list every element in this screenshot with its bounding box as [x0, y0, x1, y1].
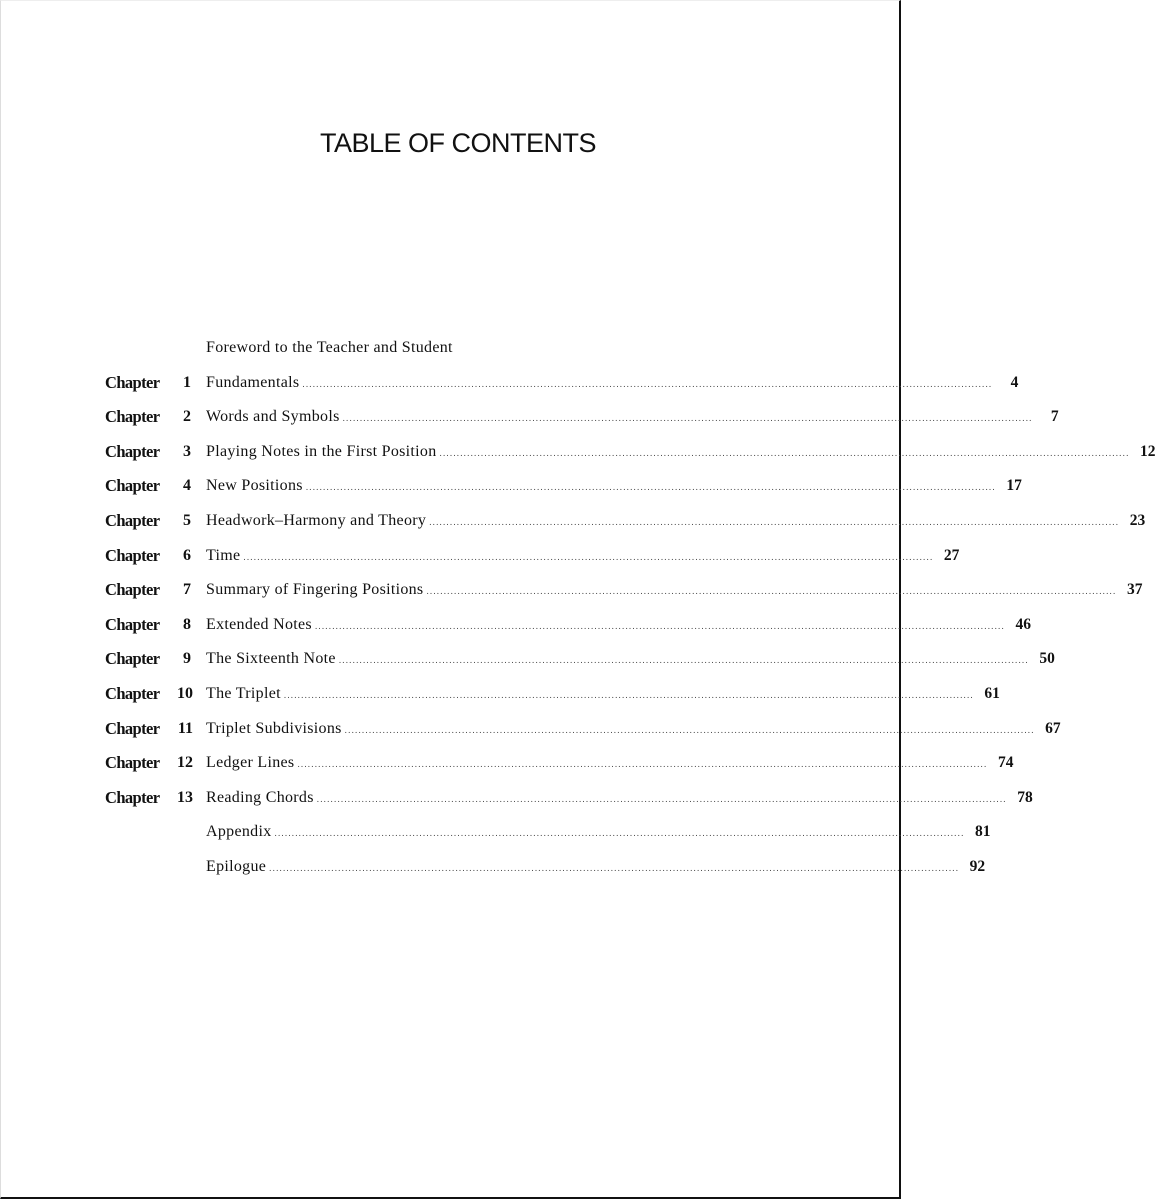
appendix-title: Appendix: [206, 823, 272, 841]
chapter-label: Chapter: [105, 407, 160, 427]
toc-chapter-row[interactable]: [105, 578, 1143, 613]
dot-leader: ........................................................................................................................................................................................................: [243, 551, 934, 562]
dot-leader: ........................................................................................................................................................................................................: [269, 862, 960, 873]
chapter-title: Extended Notes: [206, 615, 312, 633]
chapter-title: Time: [206, 546, 241, 564]
toc-chapter-row[interactable]: [105, 682, 1000, 717]
chapter-number: 9: [183, 650, 191, 668]
chapter-label: Chapter: [105, 614, 160, 634]
chapter-label: Chapter: [105, 580, 160, 600]
chapter-title: Words and Symbols: [206, 408, 340, 426]
chapter-number: 13: [177, 788, 193, 806]
chapter-title: The Triplet: [206, 684, 281, 702]
dot-leader: ........................................................................................................................................................................................................: [439, 447, 1130, 458]
dot-leader: ........................................................................................................................................................................................................: [274, 828, 965, 839]
chapter-number: 5: [183, 511, 191, 529]
toc-foreword-row: [105, 336, 805, 371]
chapter-title: The Sixteenth Note: [206, 650, 336, 668]
chapter-title: Reading Chords: [206, 788, 314, 806]
chapter-number: 10: [177, 684, 193, 702]
chapter-label: Chapter: [105, 753, 160, 773]
toc-appendix-row[interactable]: [105, 820, 991, 855]
page-number: 27: [943, 546, 960, 564]
toc-list: [105, 336, 1156, 890]
toc-chapter-row[interactable]: [105, 474, 1022, 509]
chapter-label: Chapter: [105, 787, 160, 807]
page-title: TABLE OF CONTENTS: [319, 128, 597, 158]
toc-chapter-row[interactable]: [105, 509, 1146, 544]
toc-chapter-row[interactable]: [105, 440, 1156, 475]
chapter-label: Chapter: [105, 683, 160, 703]
page-number: 67: [1045, 719, 1061, 737]
page-number: 46: [1015, 615, 1031, 633]
page-number: 81: [975, 823, 991, 841]
page-number: 92: [969, 857, 986, 875]
chapter-label: Chapter: [105, 476, 160, 496]
dot-leader: ........................................................................................................................................................................................................: [302, 378, 993, 389]
chapter-number: 2: [183, 408, 191, 426]
page-number: 37: [1126, 581, 1143, 599]
chapter-label: Chapter: [105, 510, 160, 530]
chapter-number: 3: [183, 442, 191, 460]
chapter-title: New Positions: [206, 477, 303, 495]
chapter-label: Chapter: [105, 545, 160, 565]
chapter-title: Ledger Lines: [206, 754, 295, 772]
chapter-title: Fundamentals: [206, 373, 300, 391]
page-number: 7: [1050, 408, 1059, 426]
dot-leader: ........................................................................................................................................................................................................: [316, 793, 1007, 804]
chapter-title: Triplet Subdivisions: [206, 719, 342, 737]
toc-chapter-row[interactable]: [105, 613, 1031, 648]
dot-leader: ........................................................................................................................................................................................................: [342, 413, 1033, 424]
chapter-number: 11: [177, 719, 193, 737]
dot-leader: ........................................................................................................................................................................................................: [338, 655, 1029, 666]
chapter-title: Playing Notes in the First Position: [206, 442, 437, 460]
chapter-number: 12: [177, 754, 193, 772]
dot-leader: ........................................................................................................................................................................................................: [305, 482, 996, 493]
toc-foreword-title: Foreword to the Teacher and Student: [206, 339, 453, 356]
chapter-number: 8: [183, 615, 191, 633]
dot-leader: ........................................................................................................................................................................................................: [314, 620, 1005, 631]
chapter-number: 6: [183, 546, 191, 564]
toc-chapter-row[interactable]: [105, 544, 960, 579]
chapter-label: Chapter: [105, 649, 160, 669]
page-number: 74: [997, 754, 1014, 772]
page-number: 61: [984, 684, 1000, 702]
chapter-label: Chapter: [105, 718, 160, 738]
chapter-number: 1: [183, 373, 191, 391]
toc-epilogue-row[interactable]: [105, 855, 986, 890]
chapter-number: 7: [183, 581, 191, 599]
page-number: 78: [1017, 788, 1033, 806]
chapter-number: 4: [183, 477, 191, 495]
chapter-title: Summary of Fingering Positions: [206, 581, 424, 599]
page-number: 12: [1140, 442, 1156, 460]
toc-chapter-row[interactable]: [105, 371, 1019, 406]
dot-leader: ........................................................................................................................................................................................................: [344, 724, 1035, 735]
dot-leader: ........................................................................................................................................................................................................: [429, 516, 1120, 527]
page-number: 17: [1006, 477, 1022, 495]
toc-chapter-row[interactable]: [105, 717, 1061, 752]
epilogue-title: Epilogue: [206, 857, 267, 875]
toc-chapter-row[interactable]: [105, 405, 1059, 440]
toc-chapter-row[interactable]: [105, 647, 1055, 682]
toc-chapter-row[interactable]: [105, 786, 1033, 821]
dot-leader: ........................................................................................................................................................................................................: [426, 586, 1117, 597]
chapter-label: Chapter: [105, 441, 160, 461]
chapter-label: Chapter: [105, 372, 160, 392]
page-number: 50: [1039, 650, 1055, 668]
dot-leader: ........................................................................................................................................................................................................: [297, 759, 988, 770]
toc-chapter-row[interactable]: [105, 751, 1014, 786]
chapter-title: Headwork–Harmony and Theory: [206, 511, 427, 529]
dot-leader: ........................................................................................................................................................................................................: [283, 689, 974, 700]
page-number: 4: [1010, 373, 1019, 391]
page-number: 23: [1129, 511, 1146, 529]
